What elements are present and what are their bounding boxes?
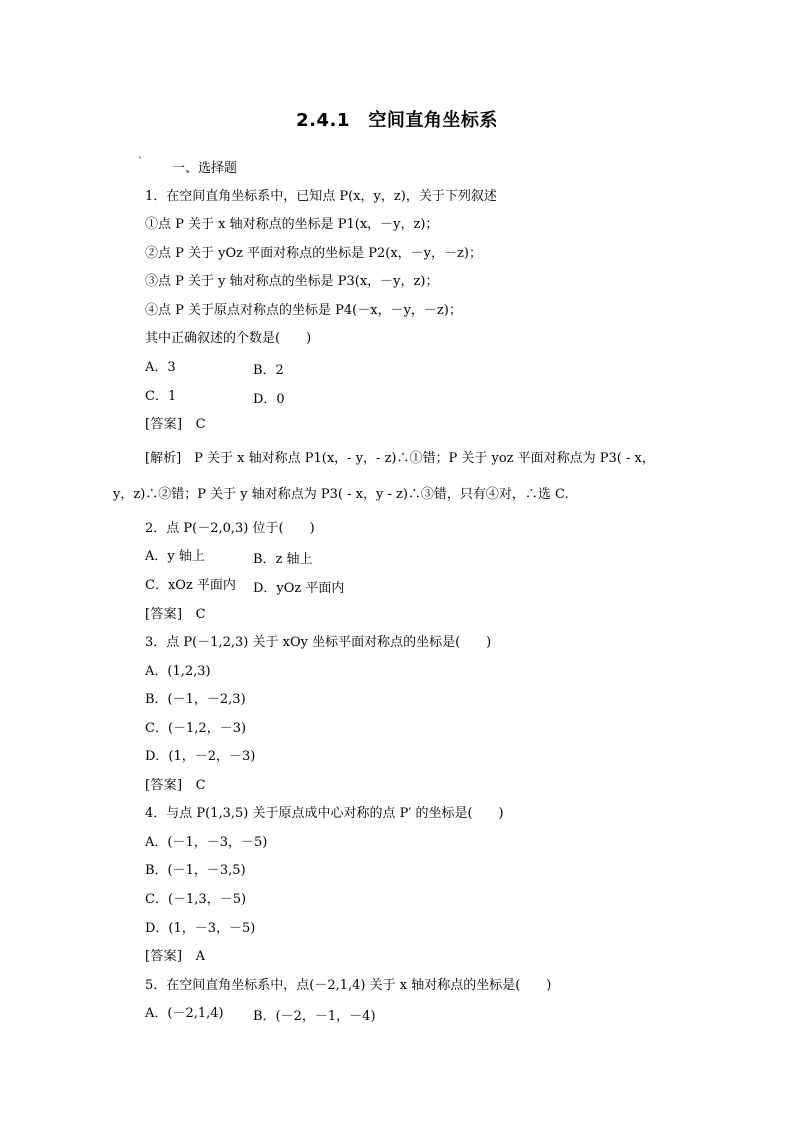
q4-stem: 4．与点 P(1,3,5) 关于原点成中心对称的点 P′ 的坐标是( ) bbox=[145, 806, 504, 821]
q1-ask: 其中正确叙述的个数是( ) bbox=[145, 331, 312, 346]
q4-answer: [答案] A bbox=[145, 949, 206, 964]
q1-statement-4: ④点 P 关于原点对称点的坐标是 P4(－x，－y，－z)； bbox=[145, 303, 462, 318]
q5-option-a: A．(－2,1,4) bbox=[145, 1006, 224, 1021]
q4-option-d: D．(1，－3，－5) bbox=[145, 921, 256, 936]
q5-stem: 5．在空间直角坐标系中，点(－2,1,4) 关于 x 轴对称点的坐标是( ) bbox=[145, 978, 552, 993]
q3-option-b: B．(－1，－2,3) bbox=[145, 692, 246, 707]
q1-option-d: D．0 bbox=[253, 392, 285, 407]
q4-option-c: C．(－1,3，－5) bbox=[145, 892, 247, 907]
q1-statement-3: ③点 P 关于 y 轴对称点的坐标是 P3(x，－y，z)； bbox=[145, 274, 439, 289]
q3-option-a: A．(1,2,3) bbox=[145, 664, 211, 679]
q3-stem: 3．点 P(－1,2,3) 关于 xOy 坐标平面对称点的坐标是( ) bbox=[145, 635, 492, 650]
q1-statement-1: ①点 P 关于 x 轴对称点的坐标是 P1(x，－y，z)； bbox=[145, 217, 439, 232]
q3-option-c: C．(－1,2，－3) bbox=[145, 721, 247, 736]
q1-analysis-line-1: [解析] P 关于 x 轴对称点 P1(x，- y，- z)∴①错；P 关于 yoz 平面对称点为 P3( - x， bbox=[145, 451, 655, 466]
q1-stem: 1．在空间直角坐标系中，已知点 P(x，y，z)，关于下列叙述 bbox=[145, 189, 497, 204]
section-heading: 一、选择题 bbox=[172, 161, 238, 176]
corner-mark: ` bbox=[138, 157, 143, 168]
q1-answer: [答案] C bbox=[145, 417, 206, 432]
q2-option-b: B．z 轴上 bbox=[253, 552, 313, 567]
q3-option-d: D．(1，－2，－3) bbox=[145, 749, 256, 764]
q1-option-a: A．3 bbox=[145, 360, 176, 375]
q1-option-b: B．2 bbox=[253, 363, 284, 378]
q5-option-b: B．(－2，－1，－4) bbox=[253, 1009, 376, 1024]
q2-answer: [答案] C bbox=[145, 607, 206, 622]
q2-option-d: D．yOz 平面内 bbox=[253, 581, 345, 596]
page-title: 2.4.1 空间直角坐标系 bbox=[296, 110, 498, 131]
q2-option-a: A．y 轴上 bbox=[145, 549, 205, 564]
q4-option-b: B．(－1，－3,5) bbox=[145, 863, 246, 878]
q1-analysis-line-2: y，z)∴②错；P 关于 y 轴对称点为 P3( - x，y - z)∴③错，只有④对，∴选 C. bbox=[113, 487, 569, 502]
q2-option-c: C．xOz 平面内 bbox=[145, 578, 236, 593]
q3-answer: [答案] C bbox=[145, 778, 206, 793]
q4-option-a: A．(－1，－3，－5) bbox=[145, 835, 268, 850]
q1-statement-2: ②点 P 关于 yOz 平面对称点的坐标是 P2(x，－y，－z)； bbox=[145, 246, 482, 261]
q2-stem: 2．点 P(－2,0,3) 位于( ) bbox=[145, 521, 315, 536]
q1-option-c: C．1 bbox=[145, 389, 177, 404]
